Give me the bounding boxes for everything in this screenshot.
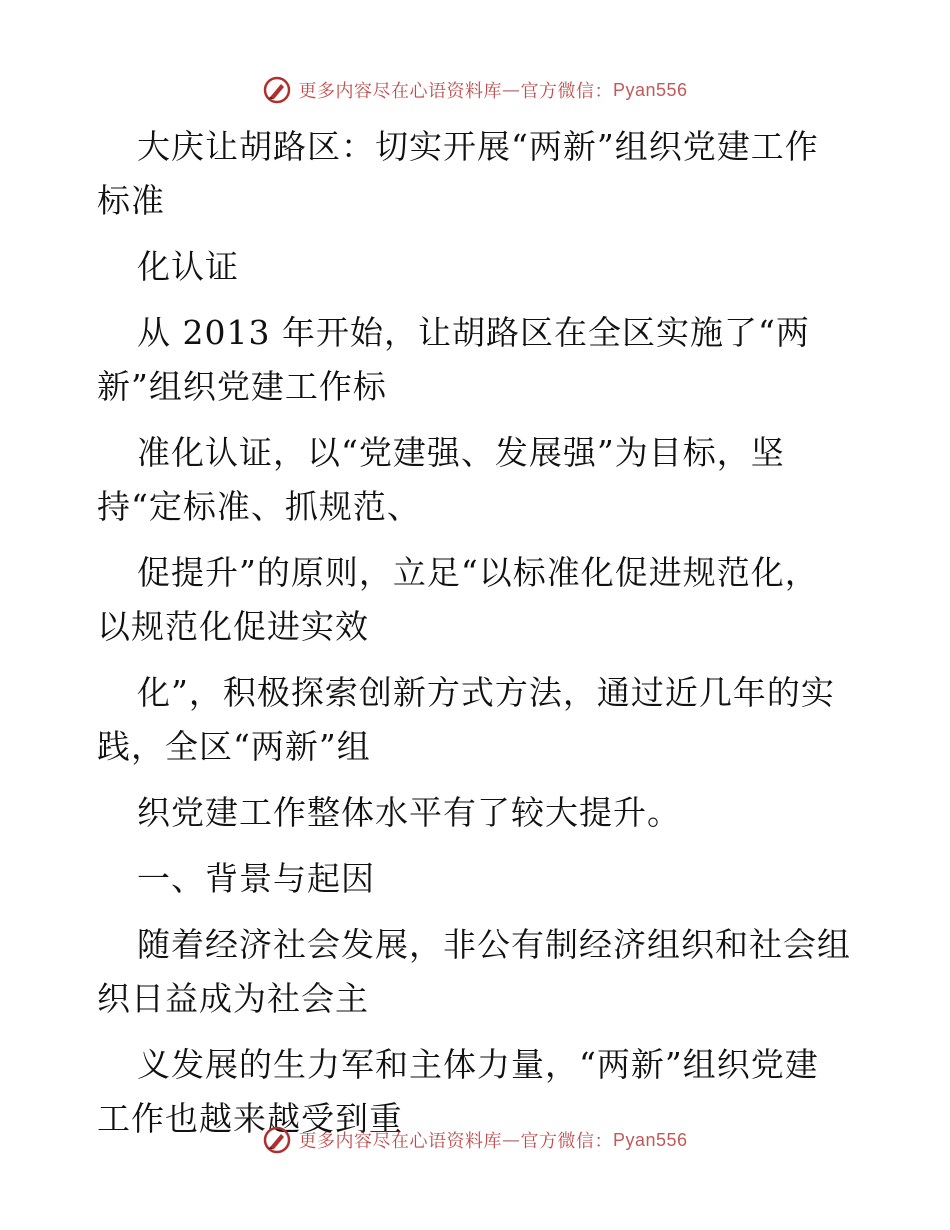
paragraph-line: 从 2013 年开始，让胡路区在全区实施了“两 [137, 313, 810, 352]
paragraph-line: 随着经济社会发展，非公有制经济组织和社会组 [137, 925, 851, 964]
paragraph-line: 促提升”的原则，立足“以标准化促进规范化， [137, 553, 819, 592]
watermark-dash: — [501, 1129, 521, 1151]
paragraph-line: 织日益成为社会主 [97, 979, 369, 1018]
paragraph-line: 工作也越来越受到重 [97, 1099, 403, 1138]
section-heading: 一、背景与起因 [137, 859, 375, 898]
title-line-2: 标准 [97, 181, 165, 220]
paragraph-line: 织党建工作整体水平有了较大提升。 [137, 793, 681, 832]
pen-logo-icon [262, 1125, 292, 1155]
watermark-dash: — [501, 79, 521, 101]
paragraph-line: 践，全区“两新”组 [97, 727, 371, 766]
watermark-id: Pyan556 [612, 1129, 688, 1150]
watermark-id: Pyan556 [612, 79, 688, 100]
watermark-label: 官方微信： [520, 81, 613, 102]
paragraph-line: 新”组织党建工作标 [97, 367, 387, 406]
footer-watermark [0, 1120, 950, 1160]
watermark-label: 官方微信： [520, 1131, 613, 1152]
paragraph-line: 以规范化促进实效 [97, 607, 369, 646]
watermark-main-text: 更多内容尽在心语资料库 [298, 1131, 502, 1152]
watermark-main-text: 更多内容尽在心语资料库 [298, 81, 502, 102]
pen-logo-icon [262, 75, 292, 105]
title-line-3: 化认证 [137, 247, 239, 286]
document-body [97, 120, 857, 1146]
paragraph-line: 准化认证，以“党建强、发展强”为目标，坚 [137, 433, 785, 472]
paragraph-line: 义发展的生力军和主体力量，“两新”组织党建 [137, 1045, 819, 1084]
paragraph-line: 持“定标准、抓规范、 [97, 487, 421, 526]
paragraph-line: 化”，积极探索创新方式方法，通过近几年的实 [137, 673, 835, 712]
title-line-1: 大庆让胡路区：切实开展“两新”组织党建工作 [137, 127, 819, 166]
header-watermark [0, 70, 950, 110]
